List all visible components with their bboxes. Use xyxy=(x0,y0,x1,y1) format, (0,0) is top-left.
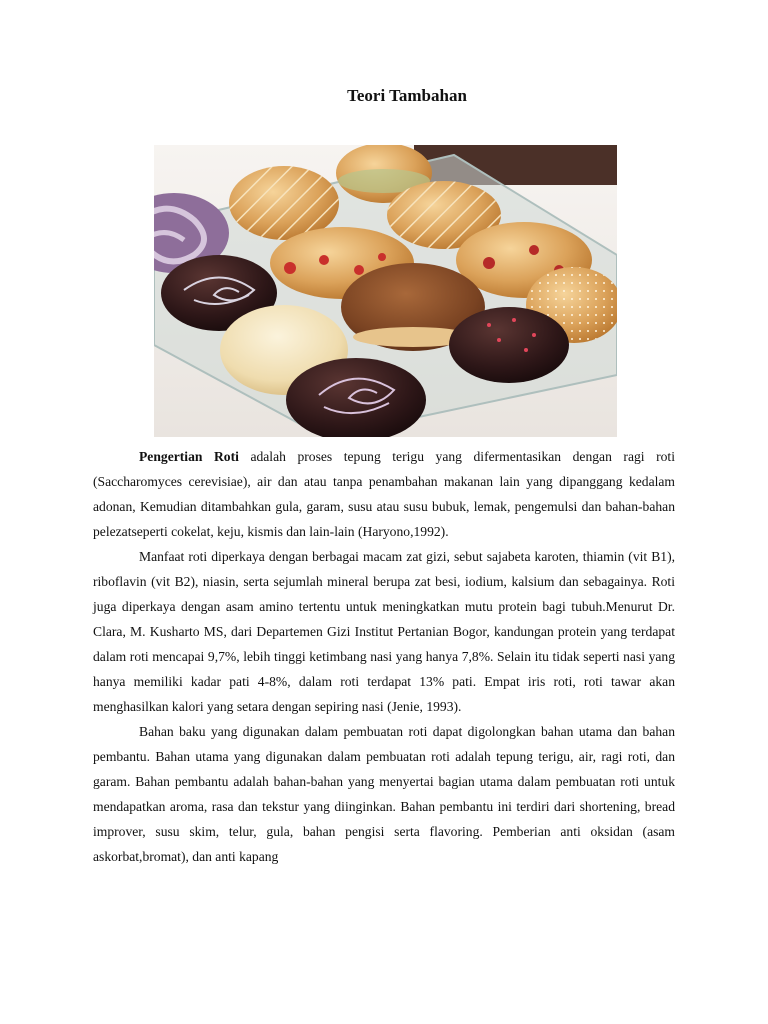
term-pengertian-roti: Pengertian Roti xyxy=(139,449,239,464)
paragraph-text: Bahan baku yang digunakan dalam pembuatan roti dapat digolongkan bahan utama dan bahan pembantu. Bahan utama yang digunakan dalam pembuatan roti adalah tepung terigu, air, ragi roti, dan garam. Bahan pembantu adalah bahan-bahan yang menyertai bagian utama dalam pembuatan roti untuk mendapatkan aroma, rasa dan tekstur yang diinginkan. Bahan pembantu ini terdiri dari shortening, bread improver, susu skim, telur, gula, bahan pengisi serta flavoring. Pemberian anti oksidan (asam askorbat,bromat), dan anti kapang xyxy=(93,724,675,864)
page-title: Teori Tambahan xyxy=(347,86,467,105)
bread-assortment-photo xyxy=(154,145,617,437)
paragraph-ingredients xyxy=(93,719,675,869)
paragraph-benefits xyxy=(93,544,675,719)
paragraph-text: adalah proses tepung terigu yang difermentasikan dengan ragi roti (Saccharomyces cerevisiae), air dan atau tanpa penambahan makanan lain yang dipanggang kedalam adonan, Kemudian ditambahkan gula, garam, susu atau susu bubuk, lemak, pengemulsi dan bahan-bahan pelezatseperti cokelat, keju, kismis dan lain-lain (Haryono,1992). xyxy=(93,449,675,539)
paragraph-definition xyxy=(93,444,675,544)
paragraph-text: Manfaat roti diperkaya dengan berbagai macam zat gizi, sebut sajabeta karoten, thiamin (vit B1), riboflavin (vit B2), niasin, serta sejumlah mineral berupa zat besi, iodium, kalsium dan sebagainya. Roti juga diperkaya dengan asam amino tertentu untuk meningkatkan mutu protein bagi tubuh.Menurut Dr. Clara, M. Kusharto MS, dari Departemen Gizi Institut Pertanian Bogor, kandungan protein yang terdapat dalam roti mencapai 9,7%, lebih tinggi ketimbang nasi yang hanya 7,8%. Selain itu tidak seperti nasi yang hanya memiliki kadar pati 4-8%, dalam roti terdapat 13% pati. Empat iris roti, roti tawar akan menghasilkan kalori yang setara dengan sepiring nasi (Jenie, 1993). xyxy=(93,549,675,714)
body-text xyxy=(93,444,675,869)
